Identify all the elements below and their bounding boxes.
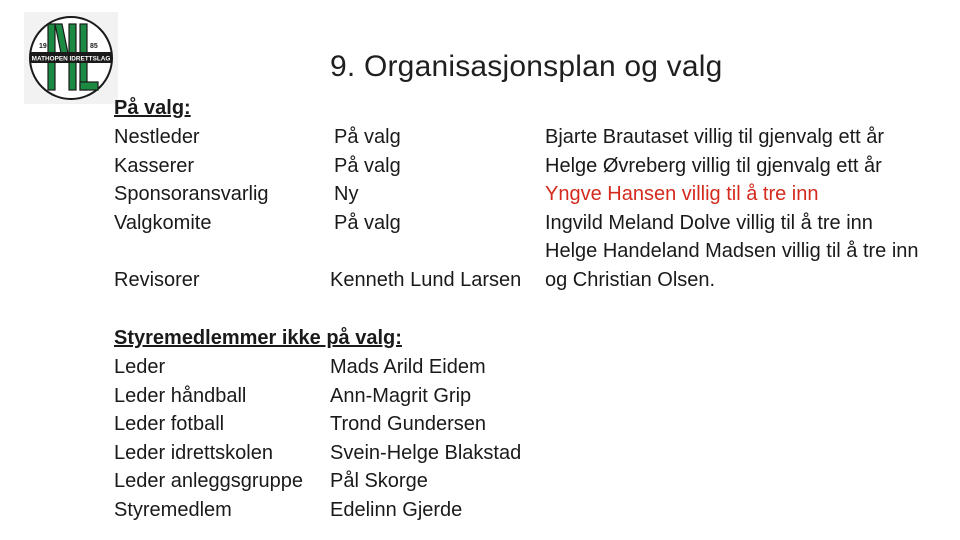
board-heading: Styremedlemmer ikke på valg: [114, 327, 402, 349]
board-roles [114, 353, 303, 525]
board-name: Mads Arild Eidem [330, 356, 486, 378]
board-role: Styremedlem [114, 498, 232, 521]
logo-band-text: MATHOPEN IDRETTSLAG [31, 55, 111, 63]
election-heading: På valg: [114, 97, 191, 119]
page-title: 9. Organisasjonsplan og valg [330, 50, 723, 83]
logo-year-left: 19 [39, 43, 47, 50]
board-role: Leder fotball [114, 413, 225, 436]
board-name: Pål Skorge [330, 470, 428, 493]
board-name: Svein-Helge Blakstad [330, 441, 522, 464]
board-name: Edelinn Gjerde [330, 498, 463, 521]
status-label: Ny [334, 183, 359, 206]
auditor-continuation: og Christian Olsen. [545, 268, 716, 291]
status-label: På valg [334, 211, 401, 234]
candidate-text: Ingvild Meland Dolve villig til å tre inn [545, 211, 873, 234]
board-role: Leder håndball [114, 384, 247, 407]
role-label: Kasserer [114, 154, 195, 177]
board-name: Ann-Magrit Grip [330, 384, 472, 407]
election-candidates [545, 123, 919, 295]
role-label: Sponsoransvarlig [114, 183, 269, 206]
board-role: Leder [114, 356, 166, 378]
board-names [330, 353, 521, 525]
candidate-text-new: Yngve Hansen villig til å tre inn [545, 183, 819, 206]
board-role: Leder idrettskolen [114, 441, 273, 464]
logo-year-right: 85 [90, 43, 98, 50]
role-label: Nestleder [114, 126, 200, 148]
candidate-text: Bjarte Brautaset villig til gjenvalg ett år [545, 126, 885, 148]
role-label: Valgkomite [114, 211, 212, 234]
status-label: På valg [334, 126, 401, 148]
auditor-name: Kenneth Lund Larsen [330, 269, 522, 291]
election-roles [114, 123, 269, 237]
club-logo [24, 12, 118, 104]
election-statuses [334, 123, 401, 237]
auditor-role: Revisorer [114, 269, 200, 291]
status-label: På valg [334, 154, 401, 177]
candidate-text: Helge Øvreberg villig til gjenvalg ett år [545, 154, 882, 177]
candidate-extra-line: Helge Handeland Madsen villig til å tre inn [545, 240, 919, 263]
board-role: Leder anleggsgruppe [114, 470, 304, 493]
board-name: Trond Gundersen [330, 413, 487, 436]
